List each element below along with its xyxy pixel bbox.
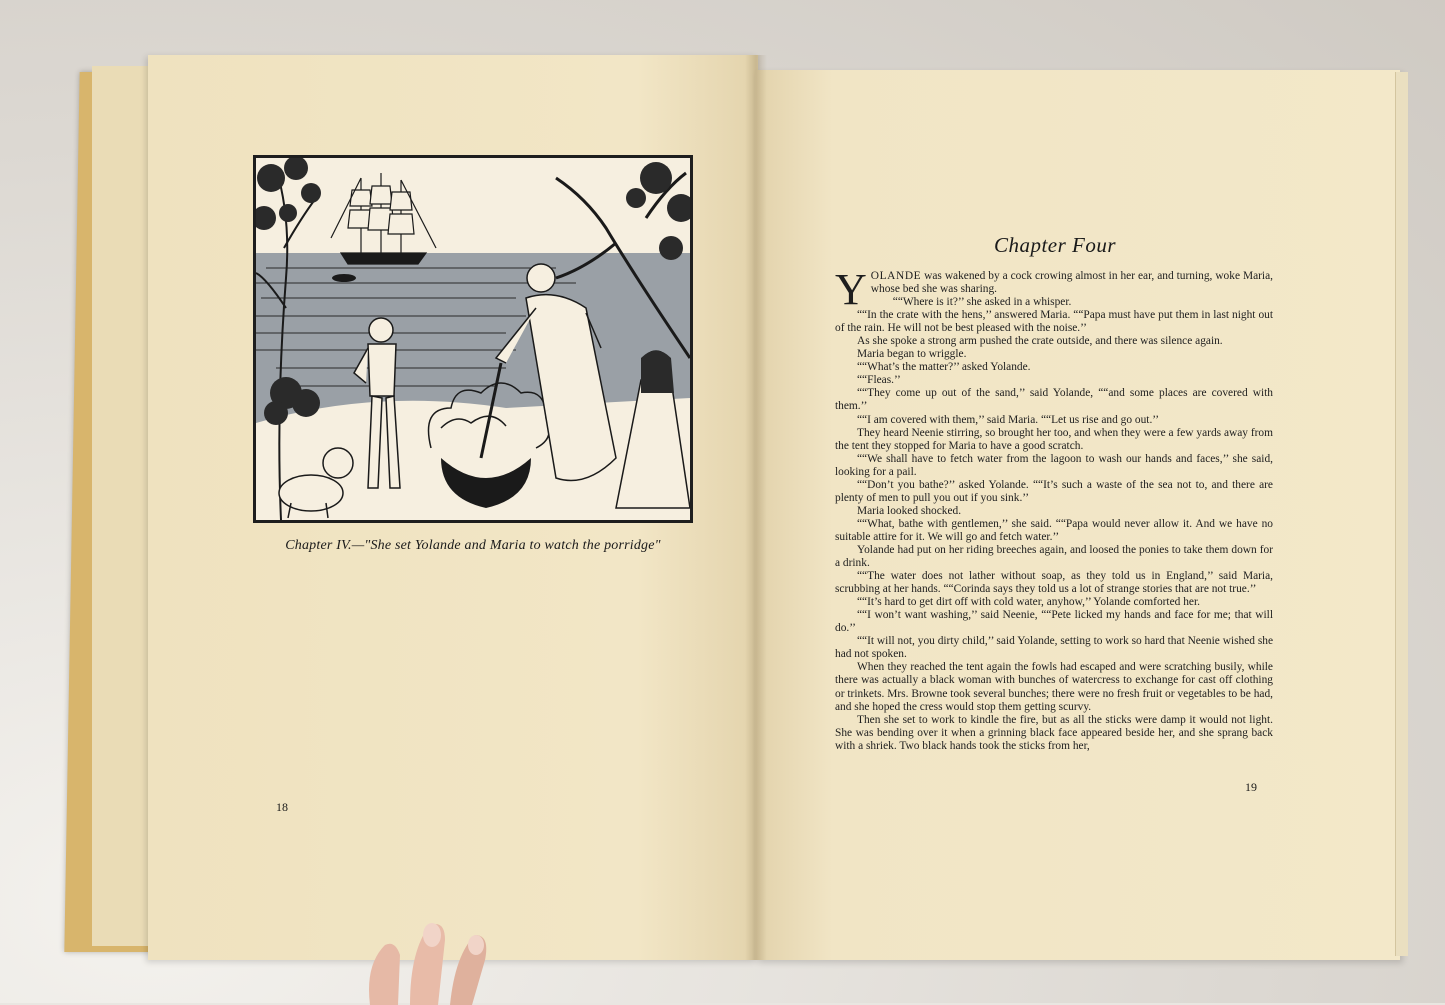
- paragraph: ““The water does not lather without soap, as they told us in England,’’ said Maria, scrubbing at her hands. ““Corinda says they told us a lot of strange stories that are not true.’’: [835, 570, 1273, 596]
- chapter-title: Chapter Four: [993, 233, 1117, 257]
- paragraph: Yolande had put on her riding breeches again, and loosed the ponies to take them down for a drink.: [835, 543, 1273, 570]
- paragraph: ““Where is it?’’ she asked in a whisper.: [892, 296, 1072, 309]
- paragraph: ““I am covered with them,’’ said Maria. ““Let us rise and go out.’’: [857, 413, 1160, 426]
- paragraph: ““It will not, you dirty child,’’ said Yolande, setting to work so hard that Neenie wished she had not spoken.: [835, 635, 1273, 661]
- hand-fingers: [360, 905, 500, 1005]
- chapter-text: [835, 265, 1273, 753]
- paragraph: ““What’s the matter?’’ asked Yolande.: [857, 361, 1031, 374]
- paragraph: ““We shall have to fetch water from the lagoon to wash our hands and faces,’’ she said, looking for a pail.: [835, 452, 1273, 478]
- book-gutter: [745, 55, 767, 960]
- paragraph: Maria looked shocked.: [857, 504, 962, 517]
- paragraph: As she spoke a strong arm pushed the crate outside, and there was silence again.: [857, 335, 1223, 348]
- paragraph: They heard Neenie stirring, so brought her too, and when they were a few yards away from the tent they stopped for Maria to have a good scratch.: [835, 426, 1273, 452]
- paragraph: YOLANDE was wakened by a cock crowing almost in her ear, and turning, woke Maria, whose bed she was sharing.: [835, 265, 1273, 314]
- illustration-caption: Chapter IV.—"She set Yolande and Maria to watch the porridge": [285, 538, 661, 553]
- paragraph: Then she set to work to kindle the fire, but as all the sticks were damp it would not light. She was bending over it when a grinning black face appeared beside her, and she sprang back with a shriek. Two black hands took the sticks from her,: [835, 713, 1273, 752]
- paragraph: ““I won’t want washing,’’ said Neenie, ““Pete licked my hands and face for me; that will do.’’: [835, 609, 1273, 635]
- paragraph: ““What, bathe with gentlemen,’’ she said. ““Papa would never allow it. And we have no suitable attire for it. We will go and fetch water.’’: [835, 517, 1273, 543]
- page-edges: [1395, 72, 1408, 956]
- paragraph: ““Don’t you bathe?’’ asked Yolande. ““It’s such a waste of the sea not to, and there are plenty of men to pull you out if you sink.’’: [835, 478, 1273, 504]
- first-word: OLANDE: [870, 270, 922, 282]
- paragraph: Maria began to wriggle.: [857, 348, 967, 361]
- paragraph: ““In the crate with the hens,’’ answered Maria. ““Papa must have put them in last night out of the rain. He will not be best pleased with the noise.’’: [835, 309, 1273, 335]
- page-number-right: 19: [1245, 780, 1257, 794]
- chapter-illustration: [253, 155, 693, 523]
- paragraph: ““They come up out of the sand,’’ said Yolande, ““and some places are covered with them.’’: [835, 387, 1273, 413]
- page-number-left: 18: [276, 800, 288, 814]
- paragraph: ““Fleas.’’: [857, 374, 901, 387]
- paragraph: When they reached the tent again the fowls had escaped and were scratching busily, while there was actually a black woman with bunches of watercress to exchange for cast off clothing or trinkets. Mrs. Browne took several bunches; there were no fresh fruit or vegetables to be had, and she hoped the cress would stop them getting scurvy.: [835, 661, 1273, 713]
- drop-cap: Y: [835, 265, 867, 314]
- paragraph: ““It’s hard to get dirt off with cold water, anyhow,’’ Yolande comforted her.: [857, 596, 1200, 609]
